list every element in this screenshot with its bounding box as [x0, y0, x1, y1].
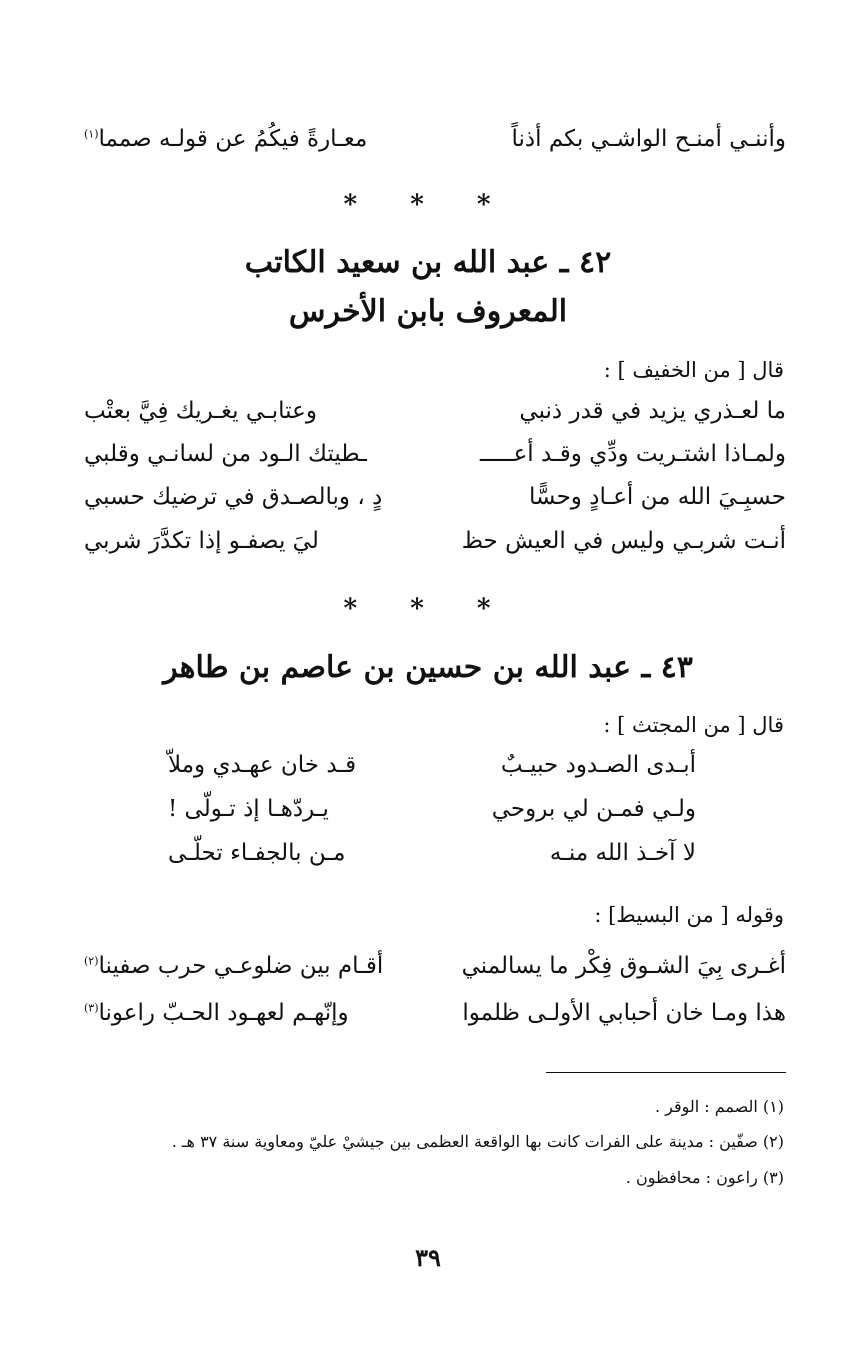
verse-43-5	[84, 1002, 786, 1025]
verse-43-4	[84, 955, 786, 978]
hemistich-b: قـد خان عهـدي وملاّ	[168, 752, 357, 778]
top-verse	[84, 128, 786, 151]
verse-42-1	[84, 400, 786, 423]
section-42-title: ٤٢ ـ عبد الله بن سعيد الكاتب	[244, 245, 612, 280]
verse-42-2	[84, 443, 786, 466]
separator-stars: * * *	[343, 594, 513, 624]
footnote-2: (٢) صفّين : مدينة على الفرات كانت بها الواقعة العظمى بين جيشيْ عليّ ومعاوية سنة ٣٧ هـ .	[171, 1132, 784, 1151]
section-43-title: ٤٣ ـ عبد الله بن حسين بن عاصم بن طاهر	[163, 650, 693, 685]
hemistich-b: ـطيتك الـود من لسانـي وقلبي	[84, 441, 367, 467]
hemistich-2: معـارةً فيكُمُ عن قولـه صمما$^{(١)}$	[84, 126, 368, 152]
verse-43-2	[168, 798, 696, 821]
hemistich-a: أبـدى الصـدود حبيـبٌ	[500, 752, 696, 778]
section-42-intro: قال [ من الخفيف ] :	[603, 358, 784, 382]
hemistich-b: وإنّهـم لعهـود الحـبّ راعونا$^{(٣)}$	[84, 1000, 349, 1026]
verse-43-1	[168, 754, 696, 777]
footnote-3: (٣) راعون : محافظون .	[625, 1168, 784, 1187]
page-number: ٣٩	[415, 1243, 441, 1272]
section-43-intro-2: وقوله [ من البسيط] :	[594, 903, 784, 927]
hemistich-b: يـردّهـا إذ تـولّى !	[168, 796, 329, 822]
hemistich-a: ولـي فمـن لي بروحي	[491, 796, 696, 822]
footnote-mark: (٢)	[84, 954, 99, 968]
hemistich-b: مـن بالجفـاء تحلّـى	[168, 840, 346, 866]
section-42-subtitle: المعروف بابن الأخرس	[288, 294, 568, 329]
section-43-intro-1: قال [ من المجتث ] :	[603, 713, 784, 737]
hemistich-a: أنـت شربـي وليس في العيش حظ	[461, 528, 786, 554]
hemistich-b: وعتابـي يغـريك فِيَّ بعتْب	[84, 398, 317, 424]
hemistich-a: حسبِـيَ الله من أعـادٍ وحسًّا	[529, 484, 786, 510]
hemistich-b: أقـام بين ضلوعـي حرب صفينا$^{(٢)}$	[84, 953, 384, 979]
verse-42-3	[84, 486, 786, 509]
footnote-mark: (٣)	[84, 1001, 99, 1015]
hemistich-a: لا آخـذ الله منـه	[549, 840, 696, 866]
hemistich-a: هذا ومـا خان أحبابي الأولـى ظلموا	[462, 1000, 786, 1026]
verse-43-3	[168, 842, 696, 865]
hemistich-b: دٍ ، وبالصـدق في ترضيك حسبي	[84, 484, 383, 510]
footnote-1: (١) الصمم : الوقر .	[654, 1097, 784, 1116]
footnote-divider	[546, 1072, 786, 1073]
hemistich-a: ولمـاذا اشتـريت ودِّي وقـد أعـــــ	[479, 441, 786, 467]
hemistich-a: أغـرى بِيَ الشـوق فِكْر ما يسالمني	[461, 953, 786, 979]
verse-42-4	[84, 530, 786, 553]
separator-stars: * * *	[343, 190, 513, 220]
hemistich-a: ما لعـذري يزيد في قدر ذنبي	[519, 398, 786, 424]
footnote-mark: (١)	[84, 127, 99, 141]
hemistich-b: ليَ يصفـو إذا تكدَّرَ شربي	[84, 528, 319, 554]
hemistich-1: وأننـي أمنـح الواشـي بكم أذناً	[511, 126, 786, 152]
